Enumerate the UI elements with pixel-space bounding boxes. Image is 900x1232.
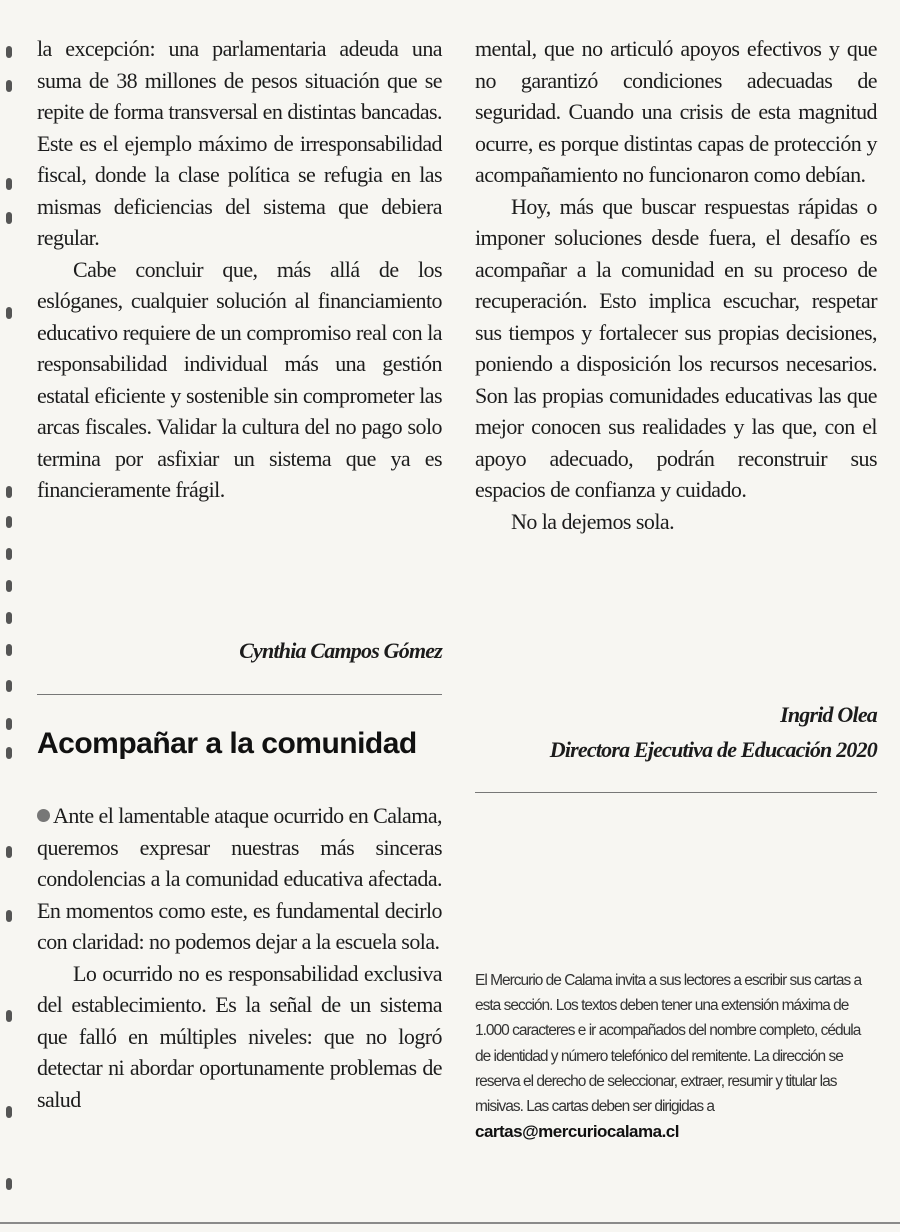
edge-fragment bbox=[6, 516, 12, 528]
edge-fragment bbox=[6, 1178, 12, 1190]
letter2-body bbox=[37, 800, 442, 1115]
letter2-signature-name: Ingrid Olea bbox=[780, 702, 877, 727]
letter2-headline: Acompañar a la comunidad bbox=[37, 727, 417, 760]
edge-fragment bbox=[6, 846, 12, 858]
letter2-paragraph: mental, que no articuló apoyos efectivos y que no garantizó condiciones adecuadas de seguridad. Cuando una crisis de esta magnitud ocurre, es porque distintas capas de protección y acompañamiento no funcionaron como debían. bbox=[475, 36, 877, 187]
letter1-body bbox=[37, 33, 442, 506]
bullet-icon bbox=[37, 809, 50, 822]
edge-fragment bbox=[6, 580, 12, 592]
letter2-continued bbox=[475, 33, 877, 537]
letter2-paragraph: Lo ocurrido no es responsabilidad exclusiva del establecimiento. Es la señal de un sistema que falló en múltiples niveles: que no logró detectar ni abordar oportunamente problemas de salud bbox=[37, 960, 442, 1112]
section-divider bbox=[37, 694, 442, 695]
letter2-paragraph: Ante el lamentable ataque ocurrido en Calama, queremos expresar nuestras más sinceras condolencias a la comunidad educativa afectada. En momentos como este, es fundamental decirlo con claridad: no podemos dejar a la escuela sola. bbox=[37, 803, 442, 954]
edge-fragment bbox=[6, 1106, 12, 1118]
page-bottom-rule bbox=[0, 1222, 900, 1224]
edge-fragment bbox=[6, 46, 12, 58]
cropped-column-edge bbox=[0, 0, 24, 1232]
letter2-signature-title: Directora Ejecutiva de Educación 2020 bbox=[549, 737, 877, 762]
letter1-paragraph: la excepción: una parlamentaria adeuda una suma de 38 millones de pesos situación que se repite de forma transversal en distintas bancadas. Este es el ejemplo máximo de irresponsabilidad fiscal, donde la clase política se refugia en las mismas deficiencias del sistema que debiera regular. bbox=[37, 36, 442, 250]
letter1-paragraph: Cabe concluir que, más allá de los eslóganes, cualquier solución al financiamiento educativo requiere de un compromiso real con la responsabilidad individual más una gestión estatal eficiente y sostenible sin comprometer las arcas fiscales. Validar la cultura del no pago solo termina por asfixiar un sistema que ya es financieramente frágil. bbox=[37, 256, 442, 502]
edge-fragment bbox=[6, 910, 12, 922]
letter2-paragraph: Hoy, más que buscar respuestas rápidas o imponer soluciones desde fuera, el desafío es acompañar a la comunidad en su proceso de recuperación. Esto implica escuchar, respetar sus tiempos y fortalecer sus propias decisiones, poniendo a disposición los recursos necesarios. Son las propias comunidades educativas las que mejor conocen sus realidades y las que, con el apoyo adecuado, podrán reconstruir sus espacios de confianza y cuidado. bbox=[475, 193, 877, 502]
edge-fragment bbox=[6, 178, 12, 190]
section-divider bbox=[475, 792, 877, 793]
edge-fragment bbox=[6, 1010, 12, 1022]
submission-notice: El Mercurio de Calama invita a sus lectores a escribir sus cartas a esta sección. Los textos deben tener una extensión máxima de 1.000 caracteres e ir acompañados del nombre completo, cédula de identidad y número telefónico del remitente. La dirección se reserva el derecho de seleccionar, extraer, resumir y titular las misivas. Las cartas deben ser dirigidas a cartas@mercuriocalama.cl bbox=[475, 972, 862, 1142]
edge-fragment bbox=[6, 644, 12, 656]
edge-fragment bbox=[6, 307, 12, 319]
edge-fragment bbox=[6, 486, 12, 498]
letter2-closing: No la dejemos sola. bbox=[511, 508, 675, 534]
notice-email-link[interactable]: cartas@mercuriocalama.cl bbox=[475, 1122, 679, 1142]
edge-fragment bbox=[6, 747, 12, 759]
edge-fragment bbox=[6, 548, 12, 560]
edge-fragment bbox=[6, 212, 12, 224]
letter1-signature: Cynthia Campos Gómez bbox=[239, 638, 442, 663]
edge-fragment bbox=[6, 718, 12, 730]
edge-fragment bbox=[6, 80, 12, 92]
edge-fragment bbox=[6, 680, 12, 692]
edge-fragment bbox=[6, 612, 12, 624]
